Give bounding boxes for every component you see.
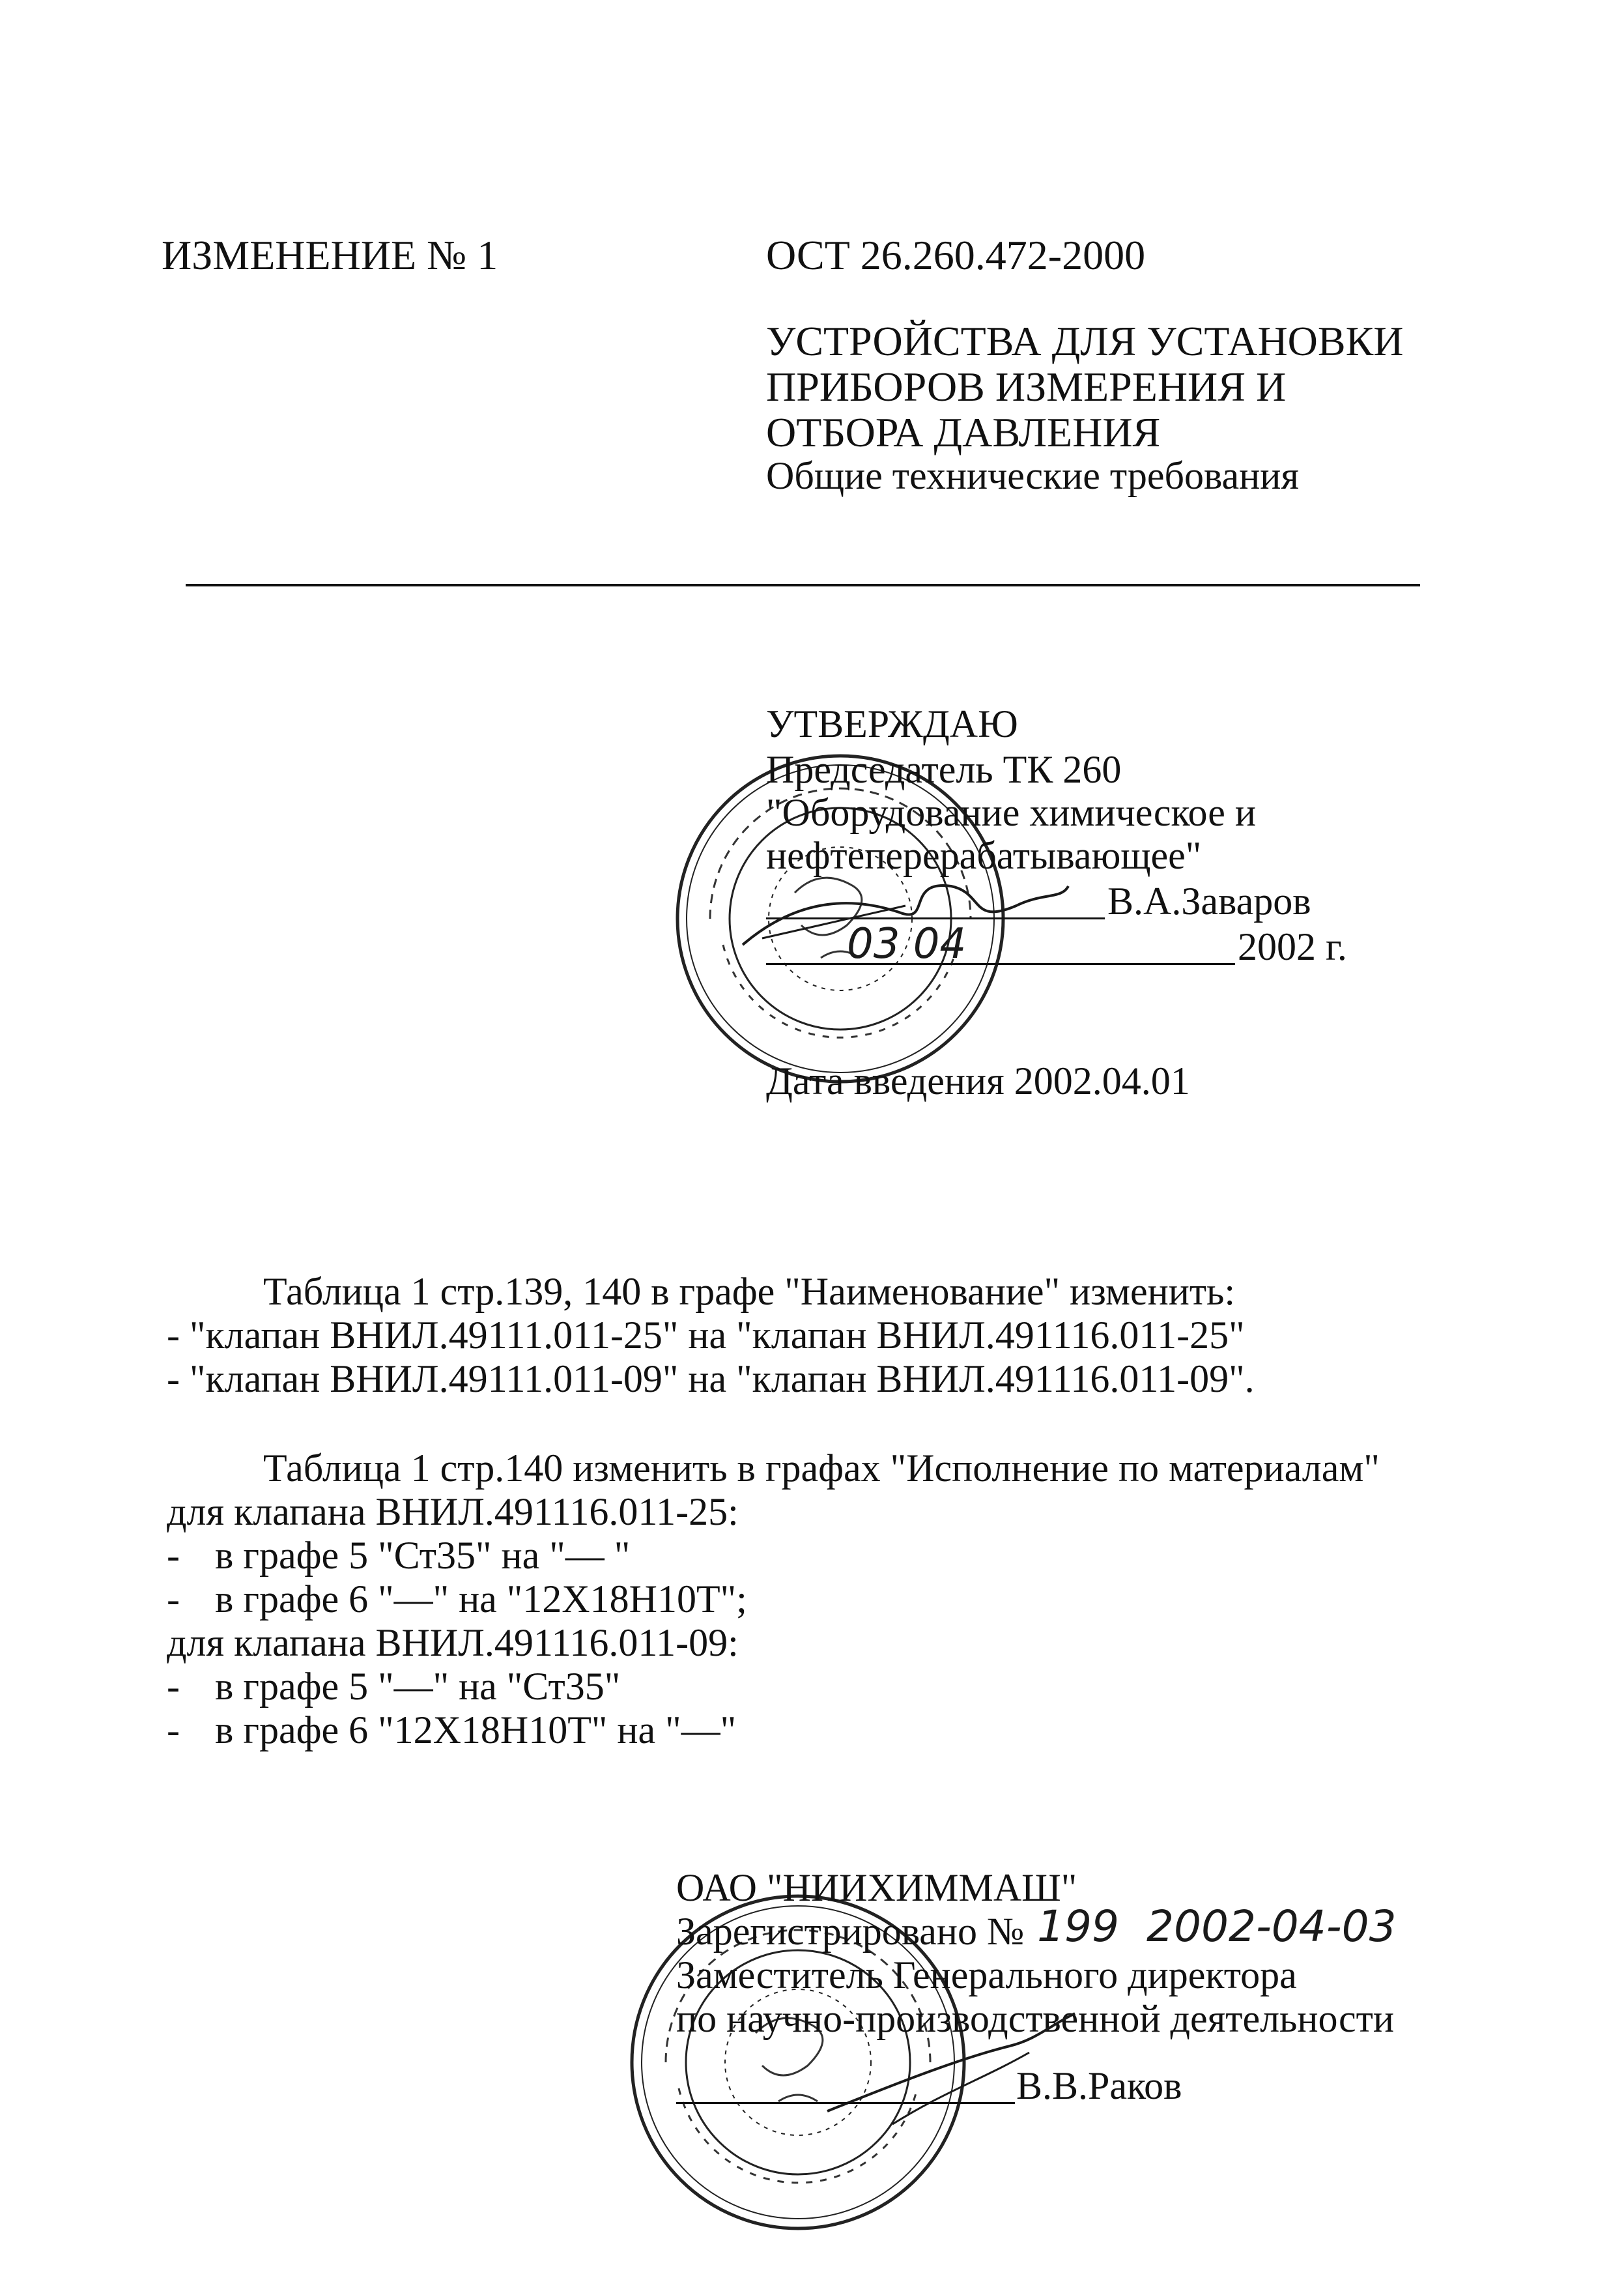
valve-heading: для клапана ВНИЛ.491116.011-25: bbox=[167, 1490, 739, 1533]
change-paragraph-1: Таблица 1 стр.139, 140 в графе "Наименование" изменить: bbox=[263, 1270, 1236, 1313]
list-dash: - bbox=[167, 1665, 180, 1708]
signatory-position-line-2: по научно-производственной деятельности bbox=[676, 1997, 1394, 2040]
registration-date: 2002-04-03 bbox=[1147, 1901, 1397, 1952]
approval-heading: УТВЕРЖДАЮ bbox=[766, 702, 1018, 745]
change-number: ИЗМЕНЕНИЕ № 1 bbox=[162, 232, 498, 278]
signatory-signature-line bbox=[676, 2102, 1015, 2104]
list-dash: - bbox=[167, 1578, 180, 1621]
organization-name: ОАО "НИИХИММАШ" bbox=[676, 1866, 1077, 1909]
change-item: в графе 6 "—" на "12Х18Н10Т"; bbox=[215, 1578, 747, 1621]
document-subtitle: Общие технические требования bbox=[766, 454, 1299, 497]
approver-position-line-1: Председатель ТК 260 bbox=[766, 748, 1122, 791]
approver-position-line-3: нефтеперерабатывающее" bbox=[766, 834, 1202, 877]
approval-year: 2002 г. bbox=[1238, 925, 1347, 968]
document-title-line-3: ОТБОРА ДАВЛЕНИЯ bbox=[766, 409, 1161, 455]
list-dash: - bbox=[167, 1534, 180, 1577]
change-item: - "клапан ВНИЛ.49111.011-09" на "клапан ВНИЛ.491116.011-09". bbox=[167, 1357, 1255, 1400]
approver-position-line-2: "Оборудование химическое и bbox=[766, 791, 1257, 834]
standard-number: ОСТ 26.260.472-2000 bbox=[766, 232, 1146, 278]
approver-name: В.А.Заваров bbox=[1107, 880, 1311, 923]
registration-number: 199 bbox=[1037, 1901, 1119, 1952]
change-item: - "клапан ВНИЛ.49111.011-25" на "клапан ВНИЛ.491116.011-25" bbox=[167, 1314, 1245, 1357]
header-divider bbox=[186, 584, 1420, 586]
document-title-line-1: УСТРОЙСТВА ДЛЯ УСТАНОВКИ bbox=[766, 318, 1404, 364]
valve-heading: для клапана ВНИЛ.491116.011-09: bbox=[167, 1621, 739, 1664]
change-item: в графе 6 "12Х18Н10Т" на "—" bbox=[215, 1708, 737, 1751]
document-title-line-2: ПРИБОРОВ ИЗМЕРЕНИЯ И bbox=[766, 364, 1287, 410]
change-item: в графе 5 "—" на "Ст35" bbox=[215, 1665, 621, 1708]
change-item: в графе 5 "Ст35" на "— " bbox=[215, 1534, 631, 1577]
registration-label: Зарегистрировано № bbox=[676, 1910, 1025, 1953]
handwritten-date: 03 04 bbox=[847, 920, 967, 968]
date-line bbox=[766, 963, 1235, 965]
list-dash: - bbox=[167, 1708, 180, 1751]
signatory-name: В.В.Раков bbox=[1016, 2064, 1182, 2107]
signatory-position-line-1: Заместитель Генерального директора bbox=[676, 1953, 1297, 1996]
introduction-date: Дата введения 2002.04.01 bbox=[766, 1059, 1190, 1102]
change-paragraph-2: Таблица 1 стр.140 изменить в графах "Исполнение по материалам" bbox=[263, 1447, 1380, 1490]
